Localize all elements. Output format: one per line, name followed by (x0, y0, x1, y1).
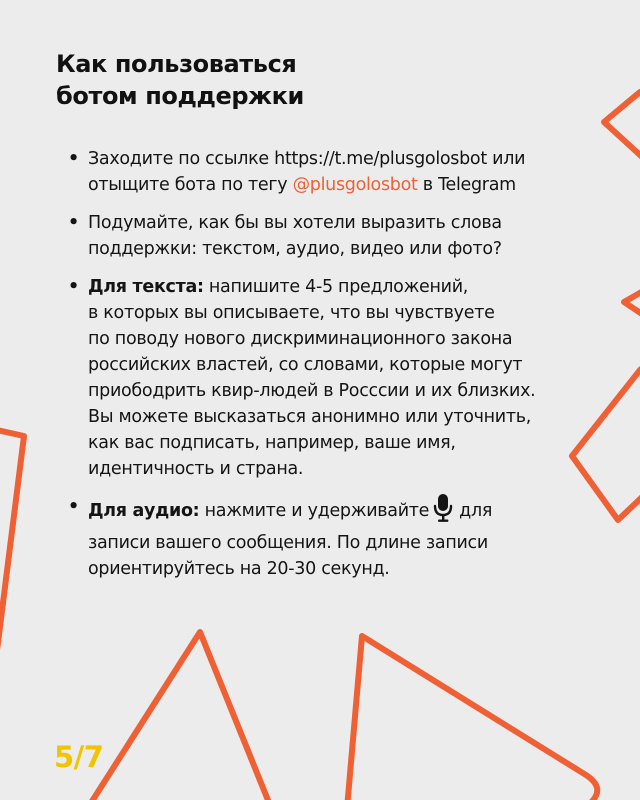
audio-line-2: записи вашего сообщения. По длине записи (88, 533, 488, 553)
deco-triangle-left (0, 428, 24, 690)
deco-triangle-right (624, 286, 640, 318)
link-line[interactable]: Заходите по ссылке https://t.me/plusgolosbot или (88, 149, 526, 169)
tag-line (88, 172, 608, 198)
text-label: Для текста: (88, 277, 204, 297)
title-line-2: ботом поддержки (56, 82, 304, 110)
title-line-1: Как пользоваться (56, 50, 297, 78)
bullet-marker: • (68, 497, 79, 517)
text-line-2: в которых вы описываете, что вы чувствуете (88, 303, 495, 323)
text-line-1-rest: напишите 4-5 предложений, (203, 277, 469, 297)
text-line-1 (88, 274, 608, 300)
audio-line-1-rest: нажмите и удерживайте (199, 501, 430, 521)
instructions-list (68, 146, 608, 594)
list-item-format (68, 210, 608, 262)
deco-triangle-bottom-center (346, 636, 597, 800)
list-item-link (68, 146, 608, 198)
text-line-7: как вас подписать, например, ваше имя, (88, 433, 456, 453)
text-line-8: идентичность и страна. (88, 459, 304, 479)
list-item-text (68, 274, 608, 482)
bullet-marker: • (68, 213, 79, 233)
text-line-6: Вы можете высказаться анонимно или уточнить, (88, 407, 532, 427)
bot-tag[interactable]: @plusgolosbot (292, 175, 418, 195)
audio-line-1 (88, 494, 608, 530)
text-line-5: приободрить квир-людей в Росссии и их близких. (88, 381, 536, 401)
text-line-4: российских властей, со словами, которые могут (88, 355, 523, 375)
audio-label: Для аудио: (88, 501, 200, 521)
bullet-marker: • (68, 149, 79, 169)
format-line-2: поддержки: текстом, аудио, видео или фото? (88, 239, 502, 259)
audio-line-3: ориентируйтесь на 20-30 секунд. (88, 559, 390, 579)
microphone-icon (433, 494, 453, 530)
deco-triangle-bottom-left (80, 632, 276, 800)
text-line-3: по поводу нового дискриминационного закона (88, 329, 513, 349)
page-title (56, 48, 496, 112)
tag-line-prefix: отыщите бота по тегу (88, 175, 293, 195)
list-item-audio (68, 494, 608, 582)
deco-triangle-top-right (604, 92, 640, 166)
page-counter: 5/7 (54, 740, 104, 774)
format-line-1: Подумайте, как бы вы хотели выразить слова (88, 213, 502, 233)
tag-line-suffix: в Telegram (417, 175, 516, 195)
bullet-marker: • (68, 277, 79, 297)
audio-line-1-end: для (459, 501, 493, 521)
